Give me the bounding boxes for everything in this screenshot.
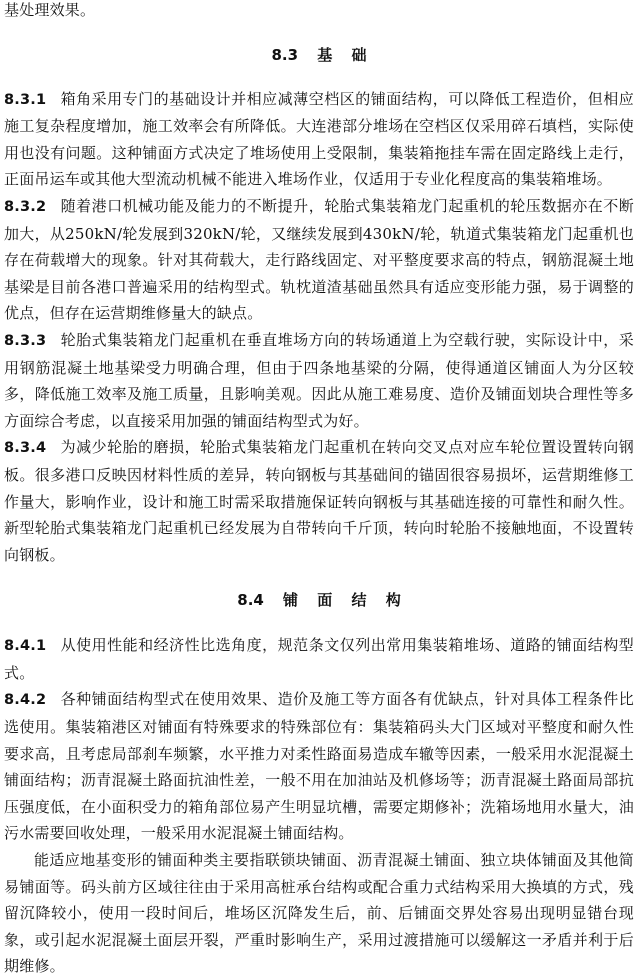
clause-number: 8.3.3 [4,332,47,349]
clause-text: 能适应地基变形的铺面种类主要指联锁块铺面、沥青混凝土铺面、独立块体铺面及其他简易铺面等。码头前方区域往往由于采用高桩承台结构或配合重力式结构采用大换填的方式，残留沉降较小，使用一段时间后，堆场区沉降发生后，前、后铺面交界处容易出现明显错台现象，或引起水泥混凝土面层开裂，严重时影响生产，采用过渡措施可以缓解这一矛盾并利于后期维修。 [4,851,634,976]
clause-8-3-3 [4,327,634,434]
clause-8-3-1 [4,86,634,193]
clause-text: 从使用性能和经济性比选角度，规范条文仅列出常用集装箱堆场、道路的铺面结构型式。 [4,636,634,682]
section-heading-8-4: 8.4 铺 面 结 构 [237,591,401,610]
clause-text: 箱角采用专门的基础设计并相应减薄空档区的铺面结构，可以降低工程造价，但相应施工复杂程度增加，施工效率会有所降低。大连港部分堆场在空档区仅采用碎石填档，实际使用也没有问题。这种铺面方式决定了堆场使用上受限制，集装箱拖挂车需在固定路线上走行，正面吊运车或其他大型流动机械不能进入堆场作业，仅适用于专业化程度高的集装箱堆场。 [4,89,634,189]
clause-text: 为减少轮胎的磨损，轮胎式集装箱龙门起重机在转向交叉点对应车轮位置设置转向钢板。很多港口反映因材料性质的差异，转向钢板与其基础间的锚固很容易损坏，运营期维修工作量大，影响作业，设计和施工时需采取措施保证转向钢板与其基础连接的可靠性和耐久性。新型轮胎式集装箱龙门起重机已经发展为自带转向千斤顶，转向时轮胎不接触地面，不设置转向钢板。 [4,438,634,564]
clause-number: 8.3.1 [4,91,47,108]
clause-number: 8.3.4 [4,440,47,457]
section-heading-8-3: 8.3 基 础 [271,45,367,64]
clause-text: 轮胎式集装箱龙门起重机在垂直堆场方向的转场通道上为空载行驶，实际设计中，采用钢筋混凝土地基梁受力明确合理，但由于四条地基梁的分隔，使得通道区铺面人为分区较多，降低施工效率及施工质量，且影响美观。因此从施工难易度、造价及铺面划块合理性等多方面综合考虑，以直接采用加强的铺面结构型式为好。 [4,330,634,430]
lead-text: 基处理效果。 [4,1,96,19]
clause-8-3-2 [4,193,634,327]
clause-8-4-2 [4,686,634,847]
clause-8-4-1 [4,632,634,686]
clause-number: 8.4.1 [4,638,47,655]
clause-8-4-2-continued [4,847,634,980]
clause-text: 随着港口机械功能及能力的不断提升，轮胎式集装箱龙门起重机的轮压数据亦在不断加大，从250kN/轮发展到320kN/轮，又继续发展到430kN/轮，轨道式集装箱龙门起重机也存在荷载增大的现象。针对其荷载大，走行路线固定、对平整度要求高的特点，钢筋混凝土地基梁是目前各港口普遍采用的结构型式。轨枕道渣基础虽然具有适应变形能力强，易于调整的优点，但存在运营期维修量大的缺点。 [4,196,634,323]
clause-text: 各种铺面结构型式在使用效果、造价及施工等方面各有优缺点，针对具体工程条件比选使用。集装箱港区对铺面有特殊要求的特殊部位有：集装箱码头大门区域对平整度和耐久性要求高，且考虑局部刹车频繁，水平推力对柔性路面易造成车辙等因素，一般采用水泥混凝土铺面结构；沥青混凝土路面抗油性差，一般不用在加油站及机修场等；沥青混凝土路面局部抗压强度低，在小面积受力的箱角部位易产生明显坑槽，需要定期修补；洗箱场地用水量大，油污水需要回收处理，一般采用水泥混凝土铺面结构。 [4,690,634,843]
clause-number: 8.4.2 [4,692,47,709]
clause-number: 8.3.2 [4,198,47,215]
clause-8-3-4 [4,434,634,568]
